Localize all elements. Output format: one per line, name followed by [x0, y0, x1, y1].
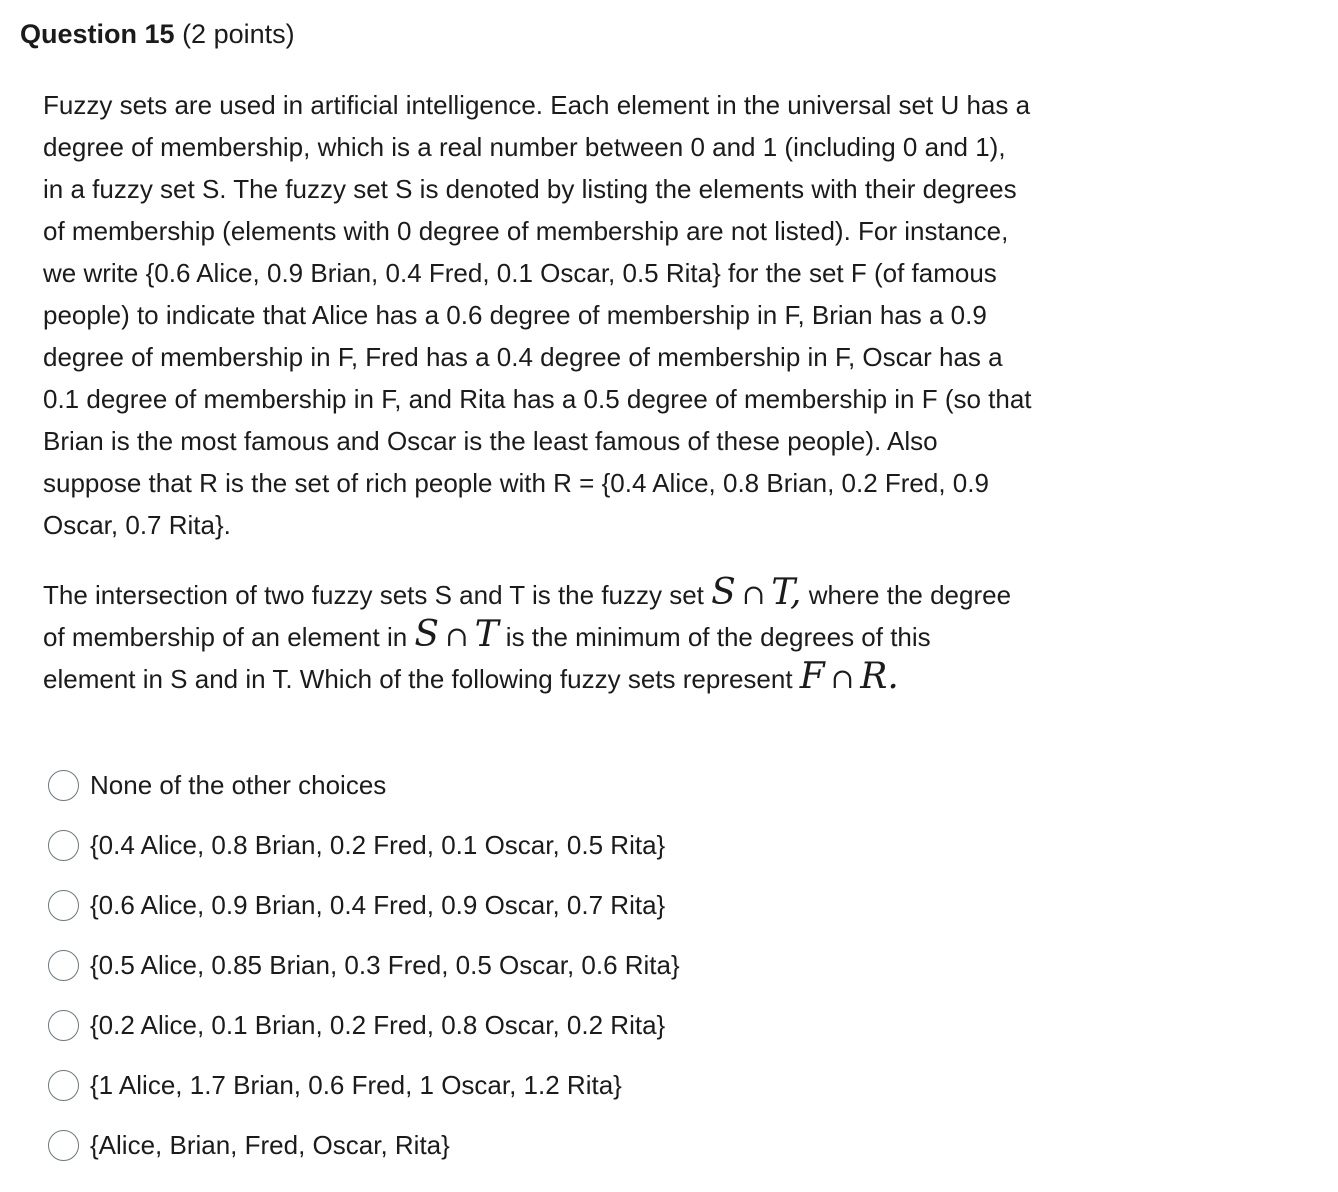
question-header — [20, 14, 295, 54]
text-fragment: The intersection of two fuzzy sets S and T is the fuzzy set — [43, 580, 712, 610]
radio-button[interactable] — [48, 890, 79, 921]
text-line: suppose that R is the set of rich people with R = {0.4 Alice, 0.8 Brian, 0.2 Fred, 0.9 — [43, 468, 989, 498]
radio-button[interactable] — [48, 1010, 79, 1041]
math-punctuation: . — [887, 656, 899, 697]
intersection-symbol: ∩ — [830, 662, 855, 695]
text-line: of membership (elements with 0 degree of membership are not listed). For instance, — [43, 216, 1009, 246]
answer-option[interactable] — [48, 755, 948, 815]
text-fragment: is the minimum of the degrees of this — [498, 622, 931, 652]
answer-option[interactable] — [48, 995, 948, 1055]
answer-option[interactable] — [48, 815, 948, 875]
intersection-symbol: ∩ — [741, 578, 766, 611]
text-line — [43, 658, 1153, 700]
text-line: Brian is the most famous and Oscar is the least famous of these people). Also — [43, 426, 938, 456]
math-expression — [414, 614, 498, 655]
answer-label[interactable]: None of the other choices — [90, 769, 387, 800]
text-line: Fuzzy sets are used in artificial intelligence. Each element in the universal set U has a — [43, 90, 1031, 120]
math-expression — [711, 572, 801, 613]
text-line: people) to indicate that Alice has a 0.6 degree of membership in F, Brian has a 0.9 — [43, 300, 987, 330]
answer-label[interactable]: {0.4 Alice, 0.8 Brian, 0.2 Fred, 0.1 Oscar, 0.5 Rita} — [90, 829, 666, 860]
answer-label[interactable]: {0.6 Alice, 0.9 Brian, 0.4 Fred, 0.9 Oscar, 0.7 Rita} — [90, 889, 666, 920]
text-line: degree of membership in F, Fred has a 0.4 degree of membership in F, Oscar has a — [43, 342, 1003, 372]
text-fragment: element in S and in T. Which of the following fuzzy sets represent — [43, 664, 800, 694]
text-fragment: where the degree — [801, 580, 1012, 610]
math-punctuation: , — [790, 572, 802, 613]
answer-option[interactable] — [48, 1115, 948, 1175]
math-variable: R — [860, 656, 888, 697]
text-line — [43, 574, 1153, 616]
text-line — [43, 616, 1153, 658]
radio-button[interactable] — [48, 1130, 79, 1161]
math-expression — [800, 656, 899, 697]
answer-label[interactable]: {0.5 Alice, 0.85 Brian, 0.3 Fred, 0.5 Oscar, 0.6 Rita} — [90, 949, 680, 980]
math-variable: T — [771, 572, 791, 613]
math-variable: F — [799, 656, 825, 697]
text-line: 0.1 degree of membership in F, and Rita has a 0.5 degree of membership in F (so that — [43, 384, 1032, 414]
text-fragment: of membership of an element in — [43, 622, 415, 652]
math-variable: T — [474, 614, 499, 655]
answer-label[interactable]: {0.2 Alice, 0.1 Brian, 0.2 Fred, 0.8 Oscar, 0.2 Rita} — [90, 1009, 666, 1040]
question-paragraph-2 — [43, 574, 1153, 700]
answer-option[interactable] — [48, 935, 948, 995]
answer-option[interactable] — [48, 875, 948, 935]
answer-choices — [48, 755, 948, 1175]
radio-button[interactable] — [48, 1070, 79, 1101]
intersection-symbol: ∩ — [445, 620, 469, 653]
question-points: (2 points) — [182, 19, 295, 49]
answer-label[interactable]: {Alice, Brian, Fred, Oscar, Rita} — [90, 1129, 450, 1160]
answer-label[interactable]: {1 Alice, 1.7 Brian, 0.6 Fred, 1 Oscar, 1.2 Rita} — [90, 1069, 622, 1100]
question-body — [43, 84, 1153, 700]
radio-button[interactable] — [48, 770, 79, 801]
radio-button[interactable] — [48, 830, 79, 861]
radio-button[interactable] — [48, 950, 79, 981]
question-paragraph-1 — [43, 84, 1153, 546]
text-line: we write {0.6 Alice, 0.9 Brian, 0.4 Fred, 0.1 Oscar, 0.5 Rita} for the set F (of famous — [43, 258, 997, 288]
math-variable: S — [711, 572, 736, 613]
question-title: Question 15 — [20, 19, 175, 49]
text-line: in a fuzzy set S. The fuzzy set S is denoted by listing the elements with their degrees — [43, 174, 1017, 204]
math-variable: S — [414, 614, 440, 655]
answer-option[interactable] — [48, 1055, 948, 1115]
text-line: Oscar, 0.7 Rita}. — [43, 510, 231, 540]
text-line: degree of membership, which is a real number between 0 and 1 (including 0 and 1), — [43, 132, 1006, 162]
